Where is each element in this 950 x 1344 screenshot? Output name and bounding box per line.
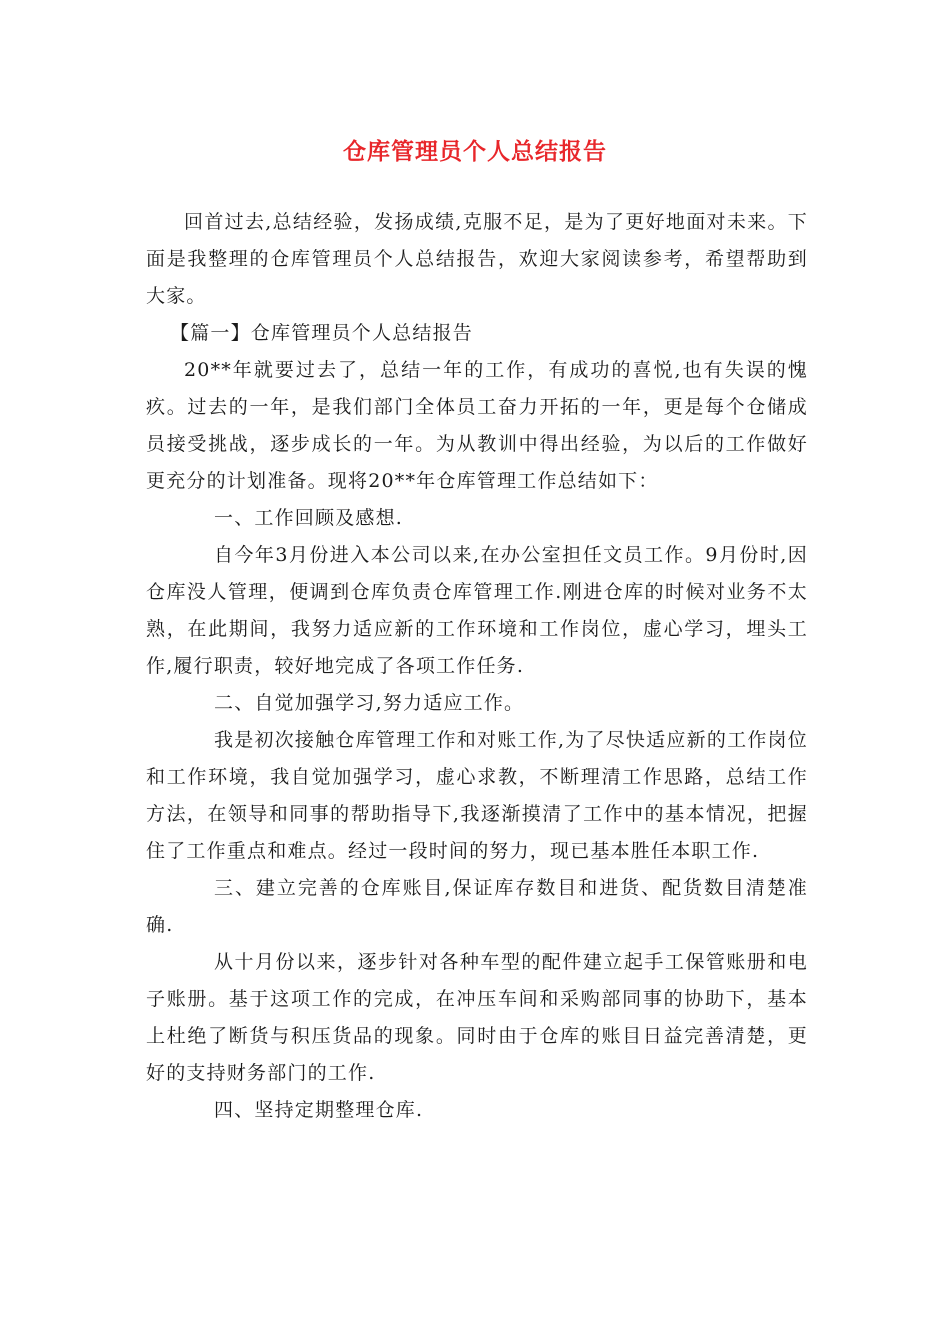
- accounts-paragraph: 从十月份以来，逐步针对各种车型的配件建立起手工保管账册和电子账册。基于这项工作的完成，在冲压车间和采购部同事的协助下，基本上杜绝了断货与积压货品的现象。同时由于仓库的账目日益完善清楚，更好的支持财务部门的工作.: [146, 951, 808, 1084]
- heading-work-review: 一、工作回顾及感想.: [214, 507, 404, 529]
- document-title: 仓库管理员个人总结报告: [343, 139, 607, 165]
- section-heading-part-one: 【篇一】仓库管理员个人总结报告: [170, 322, 474, 344]
- heading-self-study: 二、自觉加强学习,努力适应工作。: [214, 692, 525, 714]
- heading-organize-warehouse: 四、坚持定期整理仓库.: [214, 1099, 424, 1121]
- work-review-paragraph: 自今年3月份进入本公司以来,在办公室担任文员工作。9月份时,因仓库没人管理，便调到仓库负责仓库管理工作.刚进仓库的时候对业务不太熟，在此期间，我努力适应新的工作环境和工作岗位，虚心学习，埋头工作,履行职责，较好地完成了各项工作任务.: [146, 544, 808, 677]
- overview-paragraph: 20**年就要过去了，总结一年的工作，有成功的喜悦,也有失误的愧疚。过去的一年，是我们部门全体员工奋力开拓的一年，更是每个仓储成员接受挑战，逐步成长的一年。为从教训中得出经验，为以后的工作做好更充分的计划准备。现将20**年仓库管理工作总结如下：: [146, 359, 808, 492]
- self-study-paragraph: 我是初次接触仓库管理工作和对账工作,为了尽快适应新的工作岗位和工作环境，我自觉加强学习，虚心求教，不断理清工作思路，总结工作方法，在领导和同事的帮助指导下,我逐渐摸清了工作中的基本情况，把握住了工作重点和难点。经过一段时间的努力，现已基本胜任本职工作.: [146, 729, 808, 862]
- document-body: [146, 204, 808, 1129]
- intro-paragraph: 回首过去,总结经验，发扬成绩,克服不足，是为了更好地面对未来。下面是我整理的仓库管理员个人总结报告，欢迎大家阅读参考，希望帮助到大家。: [146, 211, 808, 307]
- heading-accounts: 三、建立完善的仓库账目,保证库存数目和进货、配货数目清楚准确.: [146, 877, 808, 936]
